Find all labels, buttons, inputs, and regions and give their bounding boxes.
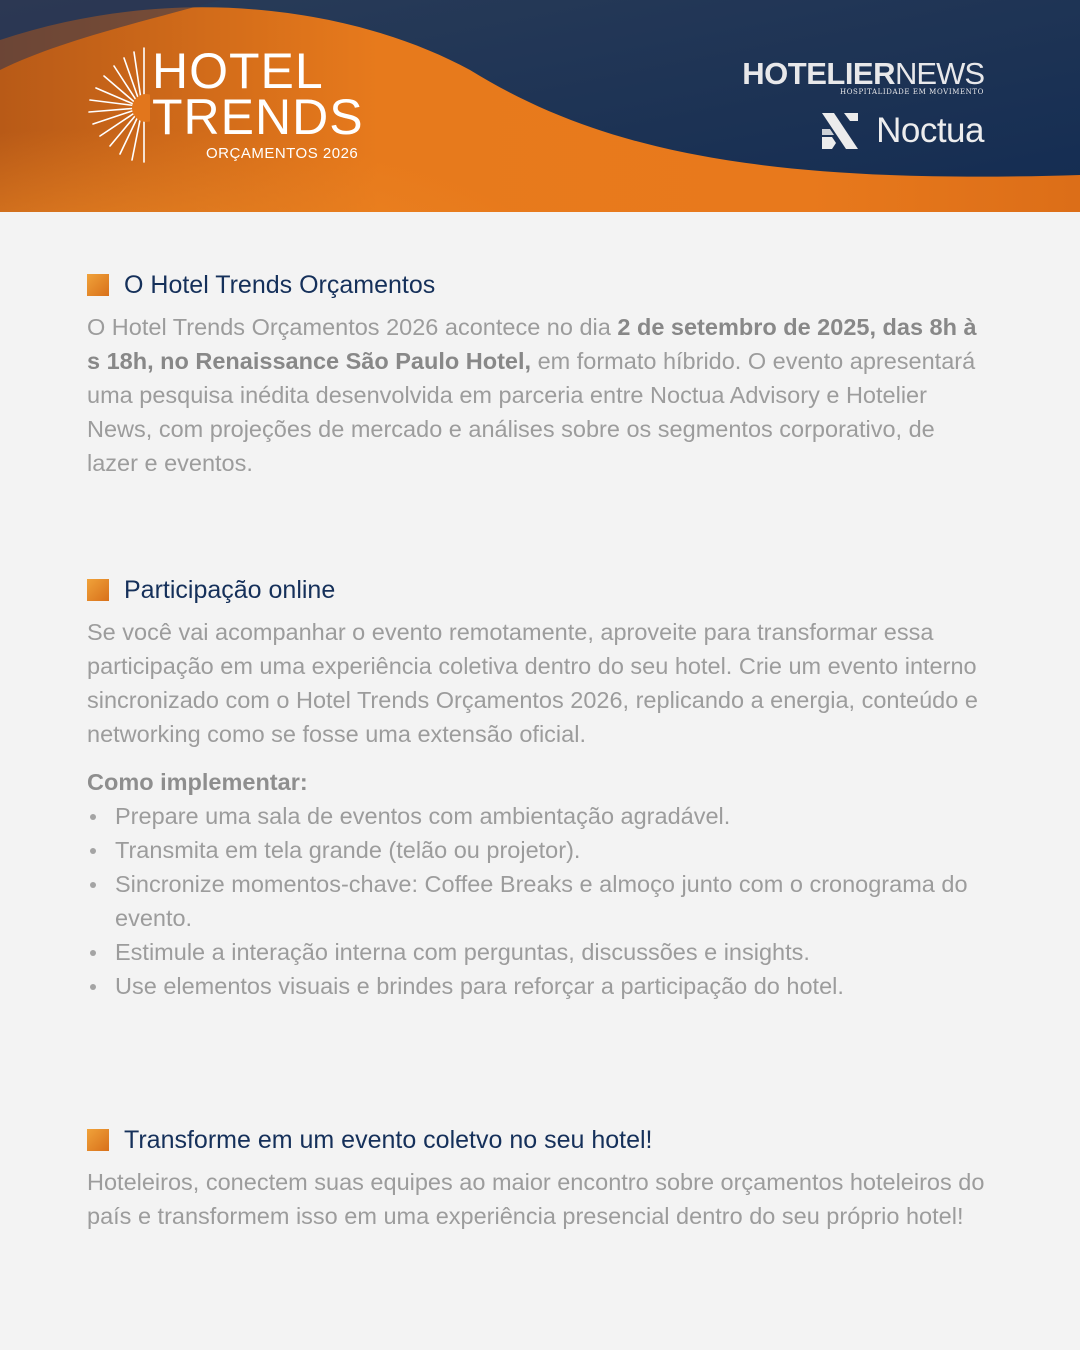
section-title-online (87, 575, 987, 605)
list-item: Prepare uma sala de eventos com ambientação agradável. (87, 799, 987, 833)
orange-square-icon (87, 274, 109, 296)
section-title-text: Transforme em um evento coletvo no seu hotel! (124, 1126, 653, 1154)
hotelier-word: HOTELIER (742, 56, 895, 91)
noctua-word: Noctua (876, 111, 984, 150)
online-paragraph: Se você vai acompanhar o evento remotamente, aproveite para transformar essa participação em uma experiência coletiva dentro do seu hotel. Crie um evento interno sincronizado com o Hotel Trends Orçamentos 2026, replicando a energia, conteúdo e networking como se fosse uma extensão oficial. (87, 619, 978, 747)
section-about (87, 270, 987, 480)
orange-square-icon (87, 579, 109, 601)
orange-square-icon (87, 1129, 109, 1151)
noctua-logo (820, 110, 984, 152)
section-title-text: O Hotel Trends Orçamentos (124, 271, 436, 299)
list-item: Estimule a interação interna com perguntas, discussões e insights. (87, 935, 987, 969)
about-paragraph (87, 310, 987, 480)
implement-heading: Como implementar: (87, 769, 308, 795)
header-banner (0, 0, 1080, 212)
hotelier-tagline: HOSPITALIDADE EM MOVIMENTO (840, 88, 984, 96)
hotel-trends-logo (86, 43, 386, 166)
section-title-about (87, 270, 987, 300)
logo-word-hotel: HOTEL (152, 43, 324, 99)
about-text-bold: 2 de setembro de 2025, das 8h à s 18h, no Renaissance São Paulo Hotel, (87, 314, 977, 374)
about-text-rest: em formato híbrido. O evento apresentará uma pesquisa inédita desenvolvida em parceria entre Noctua Advisory e Hotelier News, com projeções de mercado e análises sobre os segmentos corporativo, de lazer e eventos. (87, 348, 976, 476)
sunburst-icon (86, 46, 150, 166)
section-transform (87, 1125, 987, 1233)
news-word: NEWS (895, 56, 984, 91)
section-online (87, 575, 987, 1003)
section-title-text: Participação online (124, 576, 336, 604)
list-item: Sincronize momentos-chave: Coffee Breaks e almoço junto com o cronograma do evento. (87, 867, 987, 935)
list-item: Transmita em tela grande (telão ou projetor). (87, 833, 987, 867)
logo-subtitle: ORÇAMENTOS 2026 (206, 145, 359, 162)
hotelier-news-logo (742, 58, 984, 96)
list-item: Use elementos visuais e brindes para reforçar a participação do hotel. (87, 969, 987, 1003)
logo-word-trends: TRENDS (152, 89, 364, 145)
section-title-transform (87, 1125, 987, 1155)
implement-list (87, 799, 987, 1003)
noctua-x-icon (820, 111, 860, 151)
about-text-intro: O Hotel Trends Orçamentos 2026 acontece no dia (87, 314, 618, 340)
transform-paragraph: Hoteleiros, conectem suas equipes ao maior encontro sobre orçamentos hoteleiros do país e transformem isso em uma experiência presencial dentro do seu próprio hotel! (87, 1169, 985, 1229)
